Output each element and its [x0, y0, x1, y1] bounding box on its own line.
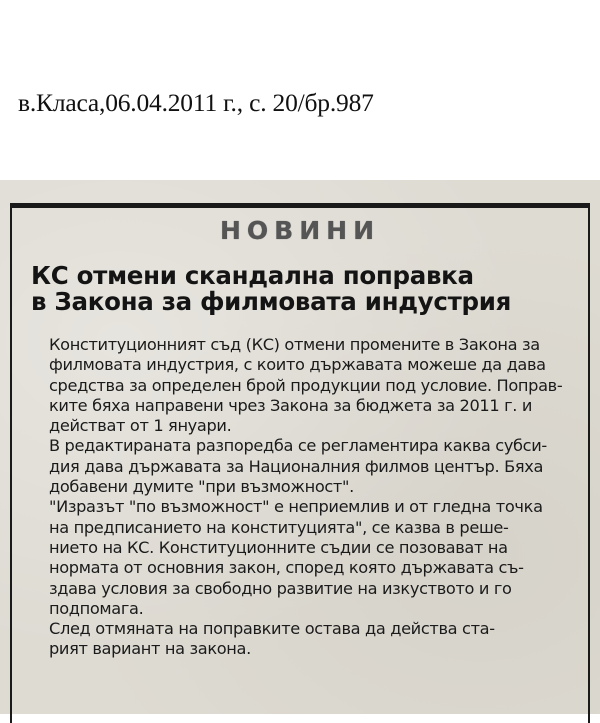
body-line: средства за определен брой продукции под условие. Поправ- [49, 375, 563, 395]
headline-line: КС отмени скандална поправка [31, 261, 474, 290]
article-headline [31, 263, 511, 315]
body-line: нормата от основния закон, според която държавата съ- [49, 558, 524, 578]
body-line: подпомага. [49, 598, 144, 618]
body-line: нието на КС. Конституционните съдии се позовават на [49, 537, 508, 557]
body-line: рият вариант на закона. [49, 639, 251, 659]
body-line: филмовата индустрия, с които държавата можеше да дава [49, 355, 546, 375]
source-citation: в.Класа,06.04.2011 г., с. 20/бр.987 [18, 88, 374, 117]
body-line: добавени думите "при възможност". [49, 477, 354, 497]
body-line: След отмяната на поправките остава да действа ста- [49, 619, 495, 639]
body-line: Конституционният съд (КС) отмени промените в Закона за [49, 335, 540, 354]
body-line: дия дава държавата за Националния филмов център. Бяха [49, 456, 544, 476]
body-line: "Изразът "по възможност" е неприемлив и от гледна точка [49, 497, 543, 517]
article-frame [10, 203, 590, 723]
body-line: здава условия за свободно развитие на изкуството и го [49, 578, 512, 598]
section-label: НОВИНИ [220, 216, 380, 245]
newspaper-clipping [0, 180, 600, 714]
headline-line: в Закона за филмовата индустрия [31, 287, 512, 316]
body-line: действат от 1 януари. [49, 416, 232, 436]
body-line: В редактираната разпоредба се регламентира каква субси- [49, 436, 547, 456]
body-line: ките бяха направени чрез Закона за бюджета за 2011 г. и [49, 395, 532, 415]
body-line: на предписанието на конституцията", се казва в реше- [49, 517, 509, 537]
article-body [49, 335, 589, 660]
